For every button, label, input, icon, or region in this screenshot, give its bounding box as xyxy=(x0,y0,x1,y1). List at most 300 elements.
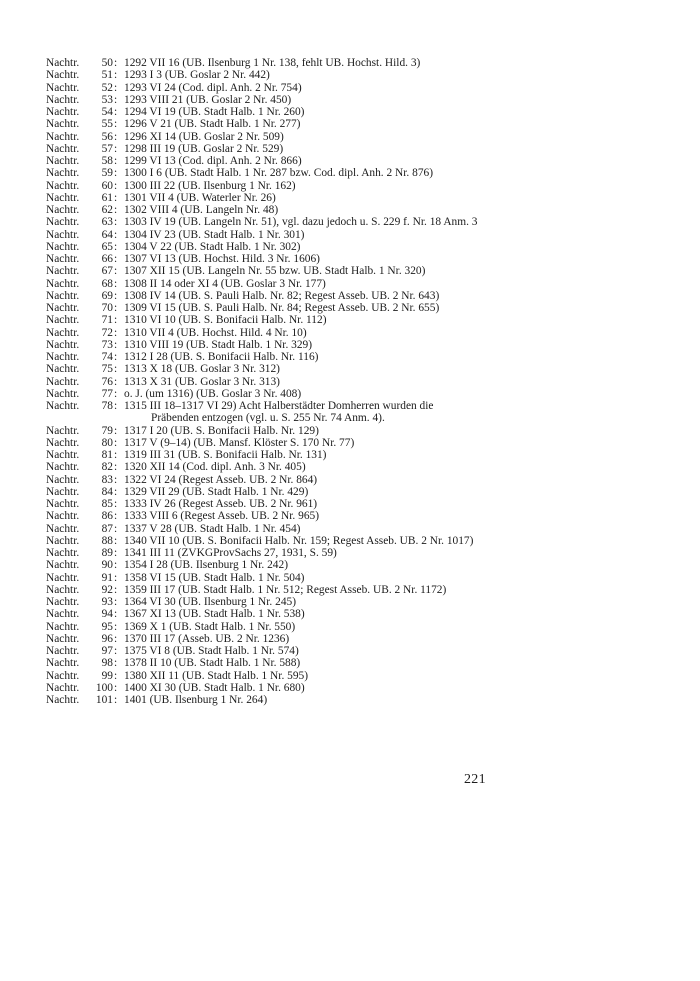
entry-separator: : xyxy=(114,436,118,449)
entry-number: 67 xyxy=(101,265,113,278)
list-item xyxy=(46,645,496,657)
entry-text xyxy=(124,400,496,425)
entry-separator: : xyxy=(114,498,118,510)
entry-text xyxy=(124,302,496,314)
entry-label: Nachtr. xyxy=(46,375,80,388)
entry-separator: : xyxy=(114,216,118,229)
entry-text xyxy=(124,694,496,706)
entry-text xyxy=(124,376,496,388)
entry-text xyxy=(124,486,496,498)
entry-citation: 1380 XII 11 (UB. Stadt Halb. 1 Nr. 595) xyxy=(124,669,309,682)
entry-label: Nachtr. xyxy=(46,645,80,657)
page-number: 221 xyxy=(464,772,486,787)
entry-label: Nachtr. xyxy=(46,510,80,523)
entry-number: 63 xyxy=(101,216,113,229)
entry-number: 53 xyxy=(101,93,113,106)
entry-text xyxy=(124,449,496,461)
entry-separator: : xyxy=(114,449,118,461)
entry-separator: : xyxy=(114,106,118,118)
entry-separator: : xyxy=(114,485,118,498)
entry-citation: 1308 IV 14 (UB. S. Pauli Halb. Nr. 82; Regest Asseb. UB. 2 Nr. 643) xyxy=(124,289,440,302)
addenda-list xyxy=(46,57,496,706)
entry-number: 81 xyxy=(101,449,113,461)
entry-number: 101 xyxy=(95,694,113,706)
list-item xyxy=(46,437,496,449)
entry-citation: 1299 VI 13 (Cod. dipl. Anh. 2 Nr. 866) xyxy=(124,155,302,167)
entry-label: Nachtr. xyxy=(46,387,80,400)
entry-separator: : xyxy=(114,645,118,657)
entry-text xyxy=(124,155,496,167)
list-item xyxy=(46,596,496,608)
entry-separator: : xyxy=(114,155,118,167)
list-item xyxy=(46,241,496,253)
list-item xyxy=(46,449,496,461)
entry-text xyxy=(124,204,496,216)
entry-label: Nachtr. xyxy=(46,228,80,241)
entry-label: Nachtr. xyxy=(46,302,80,314)
entry-citation: 1294 VI 19 (UB. Stadt Halb. 1 Nr. 260) xyxy=(124,106,305,118)
entry-citation: 1329 VII 29 (UB. Stadt Halb. 1 Nr. 429) xyxy=(124,485,309,498)
list-item xyxy=(46,106,496,118)
entry-text xyxy=(124,596,496,608)
entry-citation: 1313 X 31 (UB. Goslar 3 Nr. 313) xyxy=(124,375,280,388)
entry-text xyxy=(124,167,496,179)
entry-citation: 1359 III 17 (UB. Stadt Halb. 1 Nr. 512; Regest Asseb. UB. 2 Nr. 1172) xyxy=(124,583,447,596)
entry-text xyxy=(124,498,496,510)
entry-number: 70 xyxy=(101,302,113,314)
entry-text xyxy=(124,314,496,326)
entry-separator: : xyxy=(114,387,118,400)
entry-label: Nachtr. xyxy=(46,142,80,155)
entry-label: Nachtr. xyxy=(46,277,80,290)
entry-number: 58 xyxy=(101,155,113,167)
entry-separator: : xyxy=(114,302,118,314)
entry-text xyxy=(124,584,496,596)
entry-label: Nachtr. xyxy=(46,534,80,547)
entry-separator: : xyxy=(114,118,118,131)
entry-text xyxy=(124,327,496,339)
entry-text xyxy=(124,265,496,277)
entry-label: Nachtr. xyxy=(46,265,80,278)
list-item xyxy=(46,253,496,265)
entry-label: Nachtr. xyxy=(46,694,80,706)
entry-number: 80 xyxy=(101,436,113,449)
entry-separator: : xyxy=(114,424,118,437)
entry-text xyxy=(124,351,496,363)
entry-separator: : xyxy=(114,510,118,523)
entry-number: 56 xyxy=(101,130,113,143)
entry-number: 75 xyxy=(101,363,113,376)
entry-label: Nachtr. xyxy=(46,657,80,670)
entry-citation: 1308 II 14 oder XI 4 (UB. Goslar 3 Nr. 177) xyxy=(124,277,326,290)
list-item xyxy=(46,327,496,339)
entry-number: 90 xyxy=(101,559,113,572)
entry-citation: 1341 III 11 (ZVKGProvSachs 27, 1931, S. 59) xyxy=(124,547,337,559)
entry-citation: 1375 VI 8 (UB. Stadt Halb. 1 Nr. 574) xyxy=(124,645,299,657)
entry-separator: : xyxy=(114,608,118,621)
entry-label: Nachtr. xyxy=(46,620,80,633)
list-item xyxy=(46,633,496,645)
entry-separator: : xyxy=(114,694,118,706)
entry-label: Nachtr. xyxy=(46,338,80,351)
entry-label: Nachtr. xyxy=(46,583,80,596)
list-item xyxy=(46,559,496,571)
entry-citation: 1378 II 10 (UB. Stadt Halb. 1 Nr. 588) xyxy=(124,657,301,670)
list-item xyxy=(46,388,496,400)
entry-text xyxy=(124,192,496,204)
entry-number: 99 xyxy=(101,669,113,682)
entry-separator: : xyxy=(114,473,118,486)
entry-separator: : xyxy=(114,363,118,376)
entry-number: 94 xyxy=(101,608,113,621)
entry-citation: 1370 III 17 (Asseb. UB. 2 Nr. 1236) xyxy=(124,632,290,645)
list-item xyxy=(46,584,496,596)
entry-continuation: Präbenden entzogen (vgl. u. S. 255 Nr. 74 Anm. 4). xyxy=(151,412,385,425)
entry-number: 57 xyxy=(101,142,113,155)
entry-separator: : xyxy=(114,326,118,339)
list-item xyxy=(46,94,496,106)
entry-text xyxy=(124,143,496,155)
entry-label: Nachtr. xyxy=(46,596,80,608)
entry-number: 52 xyxy=(101,81,113,94)
entry-label: Nachtr. xyxy=(46,461,80,474)
list-item xyxy=(46,657,496,669)
entry-number: 96 xyxy=(101,632,113,645)
entry-number: 77 xyxy=(101,387,113,400)
entry-text xyxy=(124,547,496,559)
list-item xyxy=(46,155,496,167)
entry-separator: : xyxy=(114,522,118,535)
list-item xyxy=(46,400,496,425)
entry-number: 93 xyxy=(101,596,113,608)
entry-label: Nachtr. xyxy=(46,363,80,376)
entry-number: 69 xyxy=(101,289,113,302)
entry-label: Nachtr. xyxy=(46,473,80,486)
entry-number: 84 xyxy=(101,485,113,498)
entry-citation: 1292 VII 16 (UB. Ilsenburg 1 Nr. 138, fehlt UB. Hochst. Hild. 3) xyxy=(124,57,421,69)
entry-citation: 1303 IV 19 (UB. Langeln Nr. 51), vgl. dazu jedoch u. S. 229 f. Nr. 18 Anm. 3 xyxy=(124,216,478,229)
entry-citation: 1309 VI 15 (UB. S. Pauli Halb. Nr. 84; Regest Asseb. UB. 2 Nr. 655) xyxy=(124,302,440,314)
entry-separator: : xyxy=(114,632,118,645)
entry-citation: 1313 X 18 (UB. Goslar 3 Nr. 312) xyxy=(124,363,280,376)
entry-citation: 1307 VI 13 (UB. Hochst. Hild. 3 Nr. 1606) xyxy=(124,253,320,265)
entry-label: Nachtr. xyxy=(46,571,80,584)
list-item xyxy=(46,118,496,130)
list-item xyxy=(46,682,496,694)
entry-label: Nachtr. xyxy=(46,669,80,682)
entry-citation: 1317 V (9–14) (UB. Mansf. Klöster S. 170 Nr. 77) xyxy=(124,436,355,449)
entry-text xyxy=(124,253,496,265)
list-item xyxy=(46,670,496,682)
entry-number: 82 xyxy=(101,461,113,474)
list-item xyxy=(46,547,496,559)
entry-citation: 1369 X 1 (UB. Stadt Halb. 1 Nr. 550) xyxy=(124,620,296,633)
list-item xyxy=(46,461,496,473)
list-item xyxy=(46,498,496,510)
entry-number: 76 xyxy=(101,375,113,388)
entry-text xyxy=(124,241,496,253)
entry-label: Nachtr. xyxy=(46,449,80,461)
entry-number: 71 xyxy=(101,314,113,327)
entry-label: Nachtr. xyxy=(46,240,80,253)
entry-citation: 1300 III 22 (UB. Ilsenburg 1 Nr. 162) xyxy=(124,179,296,192)
entry-number: 98 xyxy=(101,657,113,670)
entry-text xyxy=(124,523,496,535)
entry-text xyxy=(124,69,496,81)
entry-citation: 1304 V 22 (UB. Stadt Halb. 1 Nr. 302) xyxy=(124,240,301,253)
entry-text xyxy=(124,645,496,657)
entry-number: 85 xyxy=(101,498,113,510)
list-item xyxy=(46,82,496,94)
entry-citation: 1300 I 6 (UB. Stadt Halb. 1 Nr. 287 bzw. Cod. dipl. Anh. 2 Nr. 876) xyxy=(124,167,434,180)
entry-label: Nachtr. xyxy=(46,314,80,327)
entry-text xyxy=(124,339,496,351)
entry-text xyxy=(124,216,496,228)
entry-text xyxy=(124,437,496,449)
entry-label: Nachtr. xyxy=(46,216,80,229)
entry-text xyxy=(124,510,496,522)
entry-number: 100 xyxy=(95,681,113,694)
entry-citation: 1312 I 28 (UB. S. Bonifacii Halb. Nr. 116) xyxy=(124,351,319,363)
entry-label: Nachtr. xyxy=(46,326,80,339)
entry-label: Nachtr. xyxy=(46,681,80,694)
list-item xyxy=(46,167,496,179)
list-item xyxy=(46,290,496,302)
entry-separator: : xyxy=(114,338,118,351)
entry-label: Nachtr. xyxy=(46,632,80,645)
entry-number: 55 xyxy=(101,118,113,131)
list-item xyxy=(46,143,496,155)
entry-label: Nachtr. xyxy=(46,400,80,412)
entry-separator: : xyxy=(114,596,118,608)
entry-citation: 1315 III 18–1317 VI 29) Acht Halberstädter Domherren wurden die xyxy=(124,400,434,412)
entry-number: 66 xyxy=(101,253,113,265)
entry-number: 89 xyxy=(101,547,113,559)
list-item xyxy=(46,314,496,326)
entry-label: Nachtr. xyxy=(46,191,80,204)
entry-separator: : xyxy=(114,81,118,94)
entry-text xyxy=(124,229,496,241)
entry-text xyxy=(124,682,496,694)
list-item xyxy=(46,376,496,388)
entry-citation: 1310 VIII 19 (UB. Stadt Halb. 1 Nr. 329) xyxy=(124,338,313,351)
entry-text xyxy=(124,633,496,645)
list-item xyxy=(46,278,496,290)
entry-separator: : xyxy=(114,657,118,670)
list-item xyxy=(46,694,496,706)
list-item xyxy=(46,131,496,143)
entry-text xyxy=(124,131,496,143)
entry-separator: : xyxy=(114,461,118,474)
list-item xyxy=(46,265,496,277)
entry-citation: 1333 VIII 6 (Regest Asseb. UB. 2 Nr. 965) xyxy=(124,510,319,523)
list-item xyxy=(46,510,496,522)
entry-number: 92 xyxy=(101,583,113,596)
entry-separator: : xyxy=(114,93,118,106)
list-item xyxy=(46,474,496,486)
entry-citation: o. J. (um 1316) (UB. Goslar 3 Nr. 408) xyxy=(124,387,302,400)
entry-separator: : xyxy=(114,142,118,155)
entry-separator: : xyxy=(114,253,118,265)
entry-citation: 1296 XI 14 (UB. Goslar 2 Nr. 509) xyxy=(124,130,284,143)
entry-separator: : xyxy=(114,69,118,82)
entry-separator: : xyxy=(114,351,118,363)
entry-number: 73 xyxy=(101,338,113,351)
entry-separator: : xyxy=(114,228,118,241)
entry-text xyxy=(124,474,496,486)
entry-label: Nachtr. xyxy=(46,289,80,302)
entry-citation: 1364 VI 30 (UB. Ilsenburg 1 Nr. 245) xyxy=(124,596,297,608)
entry-label: Nachtr. xyxy=(46,547,80,559)
entry-number: 74 xyxy=(101,351,113,363)
entry-separator: : xyxy=(114,277,118,290)
entry-citation: 1319 III 31 (UB. S. Bonifacii Halb. Nr. 131) xyxy=(124,449,327,461)
entry-text xyxy=(124,608,496,620)
entry-number: 86 xyxy=(101,510,113,523)
entry-label: Nachtr. xyxy=(46,118,80,131)
entry-number: 78 xyxy=(101,400,113,412)
list-item xyxy=(46,180,496,192)
entry-citation: 1304 IV 23 (UB. Stadt Halb. 1 Nr. 301) xyxy=(124,228,305,241)
entry-text xyxy=(124,57,496,69)
entry-number: 65 xyxy=(101,240,113,253)
entry-text xyxy=(124,670,496,682)
list-item xyxy=(46,351,496,363)
entry-text xyxy=(124,363,496,375)
list-item xyxy=(46,302,496,314)
entry-label: Nachtr. xyxy=(46,204,80,216)
entry-label: Nachtr. xyxy=(46,522,80,535)
entry-number: 54 xyxy=(101,106,113,118)
entry-number: 68 xyxy=(101,277,113,290)
list-item xyxy=(46,57,496,69)
entry-citation: 1293 I 3 (UB. Goslar 2 Nr. 442) xyxy=(124,69,270,82)
entry-citation: 1322 VI 24 (Regest Asseb. UB. 2 Nr. 864) xyxy=(124,473,318,486)
entry-text xyxy=(124,559,496,571)
entry-number: 95 xyxy=(101,620,113,633)
entry-citation: 1337 V 28 (UB. Stadt Halb. 1 Nr. 454) xyxy=(124,522,301,535)
list-item xyxy=(46,523,496,535)
entry-citation: 1302 VIII 4 (UB. Langeln Nr. 48) xyxy=(124,204,279,216)
entry-text xyxy=(124,572,496,584)
entry-separator: : xyxy=(114,314,118,327)
list-item xyxy=(46,572,496,584)
entry-separator: : xyxy=(114,179,118,192)
entry-separator: : xyxy=(114,191,118,204)
entry-number: 88 xyxy=(101,534,113,547)
entry-label: Nachtr. xyxy=(46,559,80,572)
entry-number: 51 xyxy=(101,69,113,82)
entry-citation: 1310 VII 4 (UB. Hochst. Hild. 4 Nr. 10) xyxy=(124,326,307,339)
entry-number: 61 xyxy=(101,191,113,204)
entry-text xyxy=(124,94,496,106)
entry-separator: : xyxy=(114,681,118,694)
entry-number: 64 xyxy=(101,228,113,241)
entry-number: 87 xyxy=(101,522,113,535)
entry-text xyxy=(124,180,496,192)
entry-label: Nachtr. xyxy=(46,424,80,437)
entry-citation: 1358 VI 15 (UB. Stadt Halb. 1 Nr. 504) xyxy=(124,571,305,584)
entry-citation: 1354 I 28 (UB. Ilsenburg 1 Nr. 242) xyxy=(124,559,288,572)
entry-separator: : xyxy=(114,534,118,547)
entry-label: Nachtr. xyxy=(46,81,80,94)
list-item xyxy=(46,363,496,375)
entry-number: 79 xyxy=(101,424,113,437)
entry-label: Nachtr. xyxy=(46,351,80,363)
entry-number: 59 xyxy=(101,167,113,180)
list-item xyxy=(46,229,496,241)
entry-citation: 1401 (UB. Ilsenburg 1 Nr. 264) xyxy=(124,694,268,706)
entry-citation: 1307 XII 15 (UB. Langeln Nr. 55 bzw. UB. Stadt Halb. 1 Nr. 320) xyxy=(124,265,426,278)
entry-label: Nachtr. xyxy=(46,485,80,498)
entry-citation: 1367 XI 13 (UB. Stadt Halb. 1 Nr. 538) xyxy=(124,608,305,621)
list-item xyxy=(46,339,496,351)
entry-separator: : xyxy=(114,375,118,388)
entry-separator: : xyxy=(114,620,118,633)
list-item xyxy=(46,192,496,204)
entry-separator: : xyxy=(114,559,118,572)
entry-citation: 1296 V 21 (UB. Stadt Halb. 1 Nr. 277) xyxy=(124,118,301,131)
entry-citation: 1333 IV 26 (Regest Asseb. UB. 2 Nr. 961) xyxy=(124,498,318,510)
entry-separator: : xyxy=(114,547,118,559)
list-item xyxy=(46,425,496,437)
entry-text xyxy=(124,657,496,669)
entry-number: 60 xyxy=(101,179,113,192)
list-item xyxy=(46,204,496,216)
entry-text xyxy=(124,535,496,547)
entry-label: Nachtr. xyxy=(46,167,80,180)
entry-label: Nachtr. xyxy=(46,253,80,265)
entry-separator: : xyxy=(114,240,118,253)
entry-label: Nachtr. xyxy=(46,69,80,82)
entry-citation: 1298 III 19 (UB. Goslar 2 Nr. 529) xyxy=(124,142,284,155)
entry-label: Nachtr. xyxy=(46,106,80,118)
entry-separator: : xyxy=(114,289,118,302)
entry-text xyxy=(124,290,496,302)
entry-label: Nachtr. xyxy=(46,93,80,106)
entry-label: Nachtr. xyxy=(46,608,80,621)
entry-separator: : xyxy=(114,167,118,180)
entry-number: 97 xyxy=(101,645,113,657)
entry-text xyxy=(124,82,496,94)
entry-citation: 1293 VIII 21 (UB. Goslar 2 Nr. 450) xyxy=(124,93,292,106)
entry-citation: 1400 XI 30 (UB. Stadt Halb. 1 Nr. 680) xyxy=(124,681,305,694)
entry-separator: : xyxy=(114,400,118,412)
entry-number: 50 xyxy=(101,57,113,69)
entry-label: Nachtr. xyxy=(46,155,80,167)
entry-text xyxy=(124,118,496,130)
entry-text xyxy=(124,425,496,437)
entry-citation: 1293 VI 24 (Cod. dipl. Anh. 2 Nr. 754) xyxy=(124,81,302,94)
entry-label: Nachtr. xyxy=(46,436,80,449)
entry-label: Nachtr. xyxy=(46,498,80,510)
entry-number: 72 xyxy=(101,326,113,339)
entry-separator: : xyxy=(114,265,118,278)
list-item xyxy=(46,69,496,81)
entry-citation: 1317 I 20 (UB. S. Bonifacii Halb. Nr. 129) xyxy=(124,424,319,437)
entry-citation: 1320 XII 14 (Cod. dipl. Anh. 3 Nr. 405) xyxy=(124,461,306,474)
entry-separator: : xyxy=(114,130,118,143)
entry-number: 62 xyxy=(101,204,113,216)
entry-separator: : xyxy=(114,204,118,216)
entry-separator: : xyxy=(114,669,118,682)
entry-separator: : xyxy=(114,571,118,584)
list-item xyxy=(46,621,496,633)
entry-number: 91 xyxy=(101,571,113,584)
entry-separator: : xyxy=(114,583,118,596)
entry-text xyxy=(124,461,496,473)
entry-text xyxy=(124,106,496,118)
